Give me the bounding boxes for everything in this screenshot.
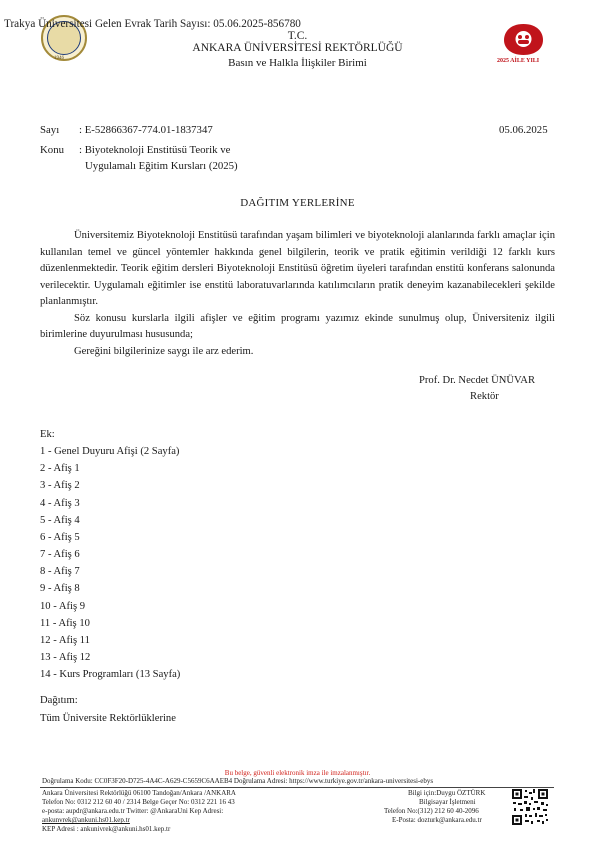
contact-phone: Telefon No:(312) 212 60 40-2096	[384, 807, 479, 815]
list-item: 10 - Afiş 9	[40, 600, 86, 612]
qr-code-icon	[511, 788, 549, 826]
signatory-name: Prof. Dr. Necdet ÜNÜVAR	[419, 375, 536, 386]
list-item: 1 - Genel Duyuru Afişi (2 Sayfa)	[40, 446, 180, 458]
contact-person: Bilgi için:Duygu ÖZTÜRK	[408, 789, 486, 797]
list-item: 4 - Afiş 3	[40, 497, 80, 509]
distribution-value: Tüm Üniversite Rektörlüklerine	[40, 713, 176, 724]
seal-year: 1946	[54, 56, 64, 61]
contact-role: Bilgisayar İşletmeni	[419, 798, 476, 806]
kep-address-line: KEP Adresi : ankunivrek@ankuni.hs01.kep.tr	[42, 825, 171, 833]
footer-email: e-posta: aupdr@ankara.edu.tr Twitter: @AnkaraUni Kep Adresi:	[42, 807, 224, 815]
list-item: 13 - Afiş 12	[40, 652, 91, 664]
body-paragraph-2: Söz konusu kurslarla ilgili afişler ve eğitim programı yazımız ekinde sunulmuş olup, Üniversiteniz ilgili birimlerine duyurulması hususunda;	[40, 312, 555, 340]
letter-body	[40, 228, 555, 360]
list-item: 12 - Afiş 11	[40, 634, 90, 646]
family-year-caption: 2025 AİLE YILI	[497, 58, 540, 64]
kep-address-link[interactable]: ankunvrek@ankuni.hs01.kep.tr	[42, 816, 130, 824]
e-signature-note: Bu belge, güvenli elektronik imza ile imzalanmıştır.	[224, 769, 371, 777]
list-item: 2 - Afiş 1	[40, 463, 80, 475]
header-unit: Basın ve Halkla İlişkiler Birimi	[228, 57, 367, 69]
footer-address: Ankara Üniversitesi Rektörlüğü 06100 Tandoğan/Ankara /ANKARA	[42, 789, 236, 797]
list-item: 9 - Afiş 8	[40, 583, 80, 595]
verification-code: Doğrulama Kodu: CC0F3F20-D725-4A4C-A629-C5659C6AAEB4 Doğrulama Adresi: https://www.turkiye.gov.tr/ankara-universitesi-ebys	[42, 777, 434, 785]
list-item: 14 - Kurs Programları (13 Sayfa)	[40, 669, 181, 681]
family-year-logo-icon	[500, 22, 547, 56]
sayi-label: Sayı	[40, 124, 60, 136]
document-date: 05.06.2025	[499, 124, 548, 136]
list-item: 5 - Afiş 4	[40, 514, 80, 526]
list-item: 6 - Afiş 5	[40, 531, 80, 543]
konu-line1: : Biyoteknoloji Enstitüsü Teorik ve	[79, 144, 231, 156]
body-paragraph-3: Gereğini bilgilerinize saygı ile arz ederim.	[74, 345, 254, 357]
list-item: 3 - Afiş 2	[40, 480, 80, 492]
signatory-title: Rektör	[470, 391, 499, 402]
konu-line2: Uygulamalı Eğitim Kursları (2025)	[85, 160, 238, 172]
footer-divider	[40, 787, 554, 788]
list-item: 7 - Afiş 6	[40, 549, 80, 561]
list-item: 11 - Afiş 10	[40, 617, 90, 629]
body-paragraph-1: Üniversitemiz Biyoteknoloji Enstitüsü tarafından yaşam bilimleri ve biyoteknoloji alanlarında farklı amaçlar için kullanılan temel ve güncel yöntemler hakkında genel bilgilerin, teorik ve pratik eğitimin verildiği 12 farklı kurs düzenlenmektedir. Teorik eğitim dersleri Biyoteknoloji Enstitüsü öğretim üyeleri tarafından enstitü konferans salonunda verilecektir. Uygulamalı eğitimler ise enstitü laboratuvarlarında katılımcıların pratik deneyim kazanabilecekleri şekilde planlanmıştır.	[40, 230, 555, 307]
footer-phone: Telefon No: 0312 212 60 40 / 2314 Belge Geçer No: 0312 221 16 43	[42, 798, 235, 806]
header-university: ANKARA ÜNİVERSİTESİ REKTÖRLÜĞÜ	[192, 42, 403, 54]
distribution-label: Dağıtım:	[40, 695, 78, 706]
attachments-label: Ek:	[40, 429, 55, 440]
list-item: 8 - Afiş 7	[40, 566, 80, 578]
attachments-list	[40, 426, 180, 683]
contact-email: E-Posta: dozturk@ankara.edu.tr	[392, 816, 482, 824]
distribution-heading: DAĞITIM YERLERİNE	[240, 197, 355, 209]
incoming-document-stamp: Trakya Üniversitesi Gelen Evrak Tarih Sayısı: 05.06.2025-856780	[4, 18, 301, 30]
konu-label: Konu	[40, 144, 64, 156]
header-tc: T.C.	[287, 30, 308, 42]
sayi-value: : E-52866367-774.01-1837347	[79, 124, 213, 136]
